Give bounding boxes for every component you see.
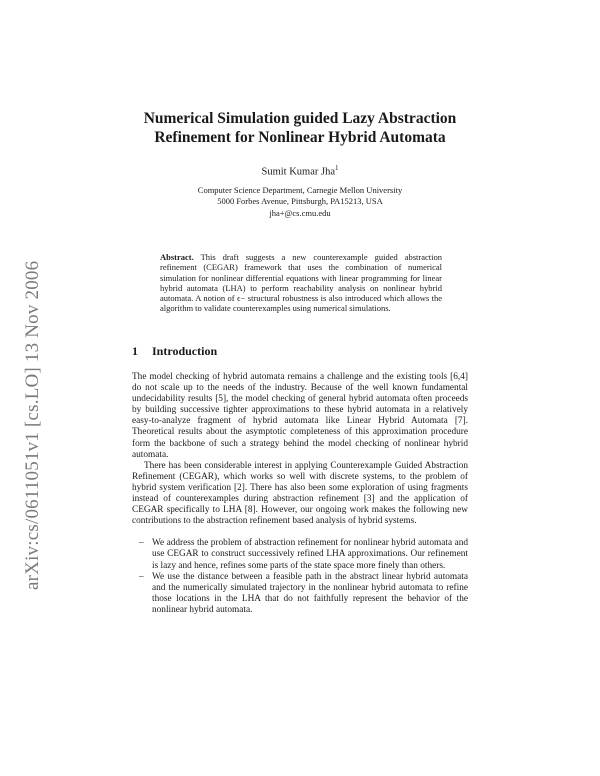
list-item-text: We use the distance between a feasible path in the abstract linear hybrid automata and the numerically simulated trajectory in the nonlinear hybrid automata to refine those locations in the LHA that do not faithfully represent the behavior of the nonlinear hybrid automata. (152, 571, 468, 615)
title-line-1: Numerical Simulation guided Lazy Abstraction (143, 110, 457, 127)
paragraph: The model checking of hybrid automata remains a challenge and the existing tools [6,4] do not scale up to the needs of the industry. Because of the well known fundamental undecidability results [5], the model checking of general hybrid automata often proceeds by building successive tighter approximations to these hybrid automata in a relatively easy-to-analyze fragment of hybrid automata like Linear Hybrid Automata [7]. Theoretical results about the asymptotic completeness of this approximation procedure form the backbone of such a strategy behind the model checking of nonlinear hybrid automata. (132, 372, 468, 460)
affiliation-address: 5000 Forbes Avenue, Pittsburgh, PA15213, USA (217, 196, 383, 207)
affiliation-block (132, 185, 468, 219)
section-title: Introduction (152, 344, 218, 358)
introduction-body (132, 372, 468, 616)
section-number: 1 (132, 344, 138, 358)
paper-title (132, 109, 468, 147)
title-line-2: Refinement for Nonlinear Hybrid Automata (154, 129, 446, 146)
list-bullet: – (139, 571, 144, 582)
affiliation-department: Computer Science Department, Carnegie Mellon University (197, 185, 403, 195)
abstract-text: This draft suggests a new counterexample guided abstraction refinement (CEGAR) framework that uses the combination of numerical simulation for nonlinear differential equations with linear programming for linear hybrid automata (LHA) to perform reachability analysis on nonlinear hybrid automata. A notion of ϵ− structural robustness is also introduced which allows the algorithm to validate counterexamples using numerical simulations. (160, 252, 442, 314)
list-item (139, 571, 468, 616)
arxiv-identifier-stamp: arXiv:cs/0611051v1 [cs.LO] 13 Nov 2006 (22, 260, 43, 590)
list-item-text: We address the problem of abstraction refinement for nonlinear hybrid automata and use CEGAR to construct successively refined LHA approximations. Our refinement is lazy and hence, refines some parts of the state space more finely than others. (152, 538, 468, 571)
list-bullet: – (139, 538, 144, 549)
section-heading-introduction (132, 344, 217, 359)
abstract (160, 252, 442, 314)
author-name: Sumit Kumar Jha (261, 166, 335, 178)
author-footnote-mark: 1 (335, 164, 339, 172)
contribution-list (132, 538, 468, 616)
author-line (132, 164, 468, 178)
abstract-label: Abstract. (160, 252, 194, 262)
paragraph: There has been considerable interest in applying Counterexample Guided Abstraction Refinement (CEGAR), which works so well with discrete systems, to the problem of hybrid system verification [2]. There has also been some exploration of using fragments instead of counterexamples during abstraction refinement [3] and the application of CEGAR specifically to LHA [8]. However, our ongoing work makes the following new contributions to the abstraction refinement based analysis of hybrid systems. (132, 460, 468, 527)
list-item (139, 538, 468, 571)
author-email: jha+@cs.cmu.edu (269, 207, 331, 218)
